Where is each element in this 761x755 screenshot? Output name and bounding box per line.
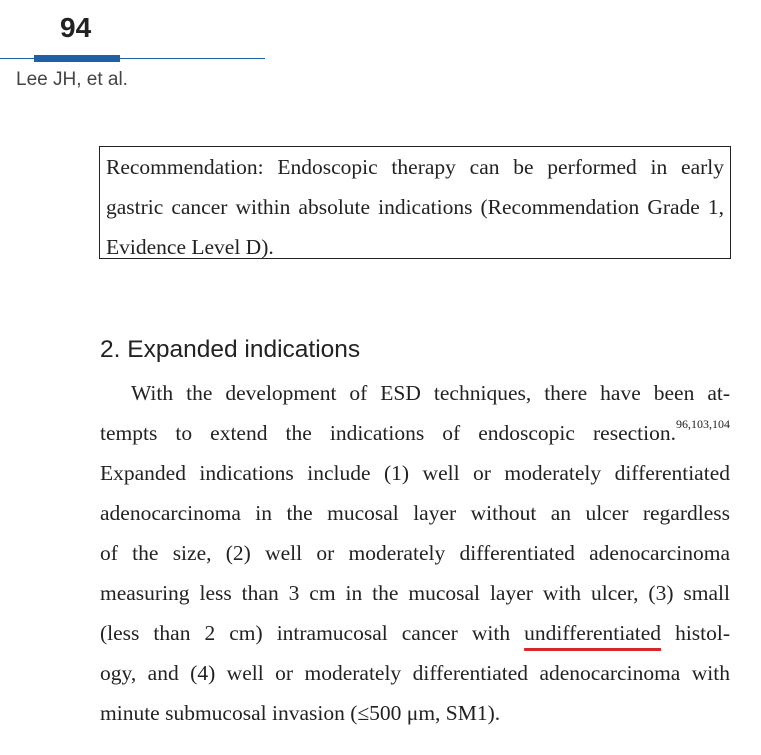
- page-number: 94: [60, 12, 92, 43]
- section-heading: 2. Expanded indications: [100, 336, 361, 363]
- highlighted-term: undifferentiated: [524, 621, 662, 645]
- paragraph-line: minute submucosal invasion (≤500 μm, SM1).: [100, 701, 501, 725]
- paragraph-line: measuring less than 3 cm in the mucosal layer with ulcer, (3) small: [100, 581, 730, 605]
- paragraph-line: adenocarcinoma in the mucosal layer without an ulcer regardless: [100, 501, 730, 525]
- recommendation-text: Recommendation: Endoscopic therapy can be performed in early gastric cancer within absolute indications (Recommendation Grade 1, Evidence Level D).: [106, 155, 724, 259]
- recommendation-box: [99, 146, 731, 259]
- header-rule-accent: [34, 55, 120, 62]
- paragraph-line-text: (less than 2 cm) intramucosal cancer with: [100, 621, 511, 645]
- paragraph-line: ogy, and (4) well or moderately differentiated adenocarcinoma with: [100, 661, 730, 685]
- paragraph-line: Expanded indications include (1) well or moderately differentiated: [100, 461, 730, 485]
- paragraph-line: [100, 613, 730, 653]
- paragraph-line: of the size, (2) well or moderately differentiated adenocarcinoma: [100, 541, 730, 565]
- body-paragraph: [100, 373, 730, 733]
- citation-superscript: 96,103,104: [676, 417, 730, 431]
- paragraph-line: With the development of ESD techniques, there have been at-: [131, 381, 730, 405]
- paragraph-line: [100, 413, 730, 453]
- running-head: Lee JH, et al.: [16, 69, 128, 90]
- paragraph-line-text: tempts to extend the indications of endoscopic resection.: [100, 421, 676, 445]
- paragraph-line-text: histol-: [675, 621, 731, 645]
